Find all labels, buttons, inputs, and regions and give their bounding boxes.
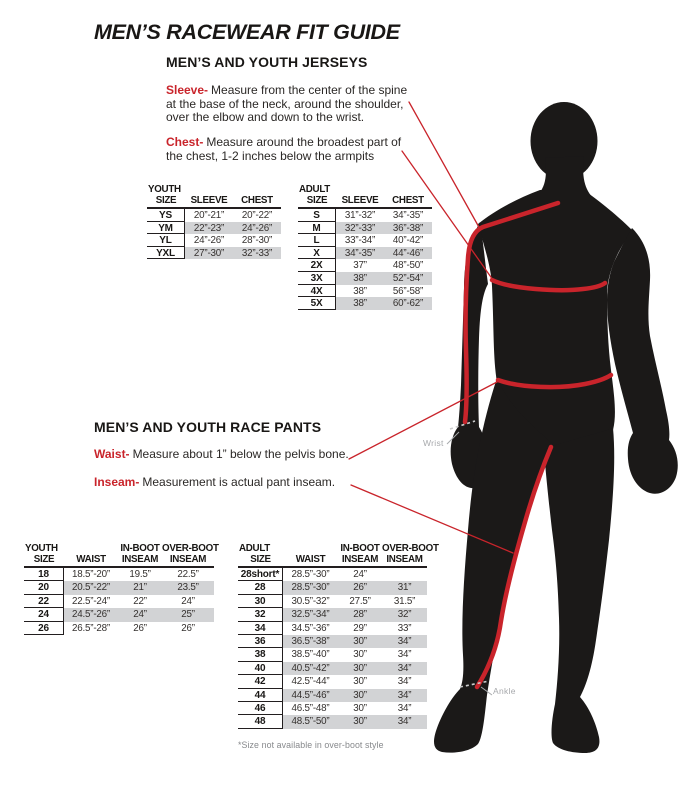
table-row [238, 554, 427, 568]
table-cell: 26” [338, 581, 382, 594]
inseam-term: Inseam- [94, 475, 140, 489]
table-cell: 44”-46” [384, 247, 432, 260]
table-cell: 46.5”-48” [291, 702, 330, 714]
table-cell: 30” [353, 676, 367, 688]
table-row [147, 209, 281, 222]
size-cell: 3X [298, 272, 336, 285]
table-row [238, 702, 427, 715]
table-cell: 20”-21” [193, 210, 225, 221]
table-cell: 32” [382, 608, 427, 621]
table-header-cell: SIZE [306, 195, 328, 206]
table-row [24, 608, 214, 621]
table-cell: 31” [382, 581, 427, 594]
table-cell: 31”-32” [344, 210, 376, 221]
table-row [238, 662, 427, 675]
sleeve-text: Measure from the center of the spine at the base of the neck, around the shoulder, over the elbow and down to the wrist. [166, 83, 408, 125]
table-cell: 30” [353, 702, 367, 714]
table-cell: 52”-54” [384, 272, 432, 285]
table-header-cell: INSEAM [386, 554, 423, 565]
table-cell: 25” [162, 608, 214, 621]
table-header-cell: SIZE [33, 554, 55, 565]
right-arm-shape [607, 228, 678, 494]
table-cell: 36.5”-38” [283, 635, 338, 648]
wrist-label: Wrist [423, 438, 444, 448]
table-cell: 24”-26” [193, 235, 225, 247]
right-leg-shape [544, 428, 614, 753]
table-cell: 22”-23” [185, 222, 233, 235]
size-cell: 30 [238, 595, 283, 608]
table-header-cell: INSEAM [169, 554, 207, 565]
table-cell: 30.5”-32” [291, 595, 330, 607]
table-row [298, 297, 432, 310]
table-row [238, 568, 427, 581]
table-row [238, 622, 427, 635]
table-row [238, 581, 427, 594]
table-cell: 20”-22” [241, 210, 273, 221]
size-cell: 26 [24, 622, 64, 635]
table-row [298, 259, 432, 272]
table-cell: 31.5” [393, 595, 416, 607]
table-cell: 34” [382, 689, 427, 702]
size-cell: 28short* [238, 568, 283, 581]
inseam-definition [94, 476, 394, 490]
waist-text: Measure about 1” below the pelvis bone. [132, 447, 349, 461]
size-cell: 20 [24, 581, 64, 594]
table-header-cell: YOUTH [25, 543, 58, 554]
size-cell: YM [147, 222, 185, 235]
size-cell: 4X [298, 285, 336, 298]
table-row [24, 595, 214, 608]
table-row [298, 272, 432, 285]
table-row [238, 648, 427, 661]
table-row [298, 209, 432, 222]
footnote: *Size not available in over-boot style [238, 740, 384, 750]
size-cell: YXL [147, 247, 185, 260]
chest-text: Measure around the broadest part of the chest, 1-2 inches below the armpits [166, 135, 402, 163]
table-cell: 28”-30” [241, 235, 273, 247]
table-cell: 48”-50” [392, 260, 424, 272]
table-cell: 24.5”-26” [64, 608, 118, 621]
table-header-cell: IN-BOOT [340, 543, 380, 554]
table-cell: 22.5” [177, 569, 199, 580]
table-cell: 20.5”-22” [64, 581, 118, 594]
size-cell: 2X [298, 259, 336, 272]
table-cell: 26.5”-28” [72, 622, 110, 634]
table-header-cell [64, 543, 118, 554]
table-row [298, 285, 432, 298]
table-cell: 27.5” [349, 595, 371, 607]
table-cell: 56”-58” [392, 285, 424, 297]
table-cell: 29” [353, 622, 367, 634]
table-row [298, 184, 432, 195]
table-header-cell: OVER-BOOT [162, 543, 219, 554]
size-cell: 32 [238, 608, 283, 621]
size-cell: M [298, 222, 336, 235]
body-silhouette [434, 102, 678, 753]
table-cell: 22” [133, 595, 147, 607]
table-header-cell: ADULT [299, 184, 330, 195]
table-header-cell: OVER-BOOT [382, 543, 439, 554]
table-cell: 30” [353, 649, 367, 661]
table-cell: 24” [181, 595, 195, 607]
table-cell: 30” [338, 662, 382, 675]
table-cell: 26” [133, 622, 147, 634]
table-row [147, 234, 281, 247]
table-row [298, 247, 432, 260]
ankle-label: Ankle [493, 686, 516, 696]
table-header-cell [233, 184, 281, 195]
adult-pants-size-table [238, 543, 439, 729]
pants-section-heading: MEN’S AND YOUTH RACE PANTS [94, 419, 322, 435]
size-cell: 18 [24, 568, 64, 581]
table-row [147, 222, 281, 235]
table-header-cell: CHEST [241, 195, 273, 206]
size-cell: 42 [238, 675, 283, 688]
table-cell: 30” [338, 689, 382, 702]
table-header-cell: IN-BOOT [120, 543, 160, 554]
table-cell: 33” [397, 622, 412, 634]
table-header-cell [384, 184, 432, 195]
table-cell: 21” [118, 581, 162, 594]
jerseys-section-heading: MEN’S AND YOUTH JERSEYS [166, 54, 368, 70]
table-cell: 34” [382, 715, 427, 728]
sleeve-term: Sleeve- [166, 83, 209, 97]
table-header-cell: INSEAM [341, 554, 379, 565]
table-header-cell [283, 543, 338, 554]
table-row [238, 715, 427, 728]
table-row [238, 675, 427, 688]
table-cell: 33”-34” [344, 235, 376, 247]
table-cell: 22.5”-24” [72, 595, 110, 607]
table-cell: 34” [397, 676, 412, 688]
table-row [238, 595, 427, 608]
table-header-cell: SLEEVE [341, 195, 379, 206]
chest-term: Chest- [166, 135, 204, 149]
size-cell: 34 [238, 622, 283, 635]
table-cell: 40.5”-42” [283, 662, 338, 675]
size-cell: 48 [238, 715, 283, 728]
size-cell: 38 [238, 648, 283, 661]
table-cell: 44.5”-46” [283, 689, 338, 702]
size-cell: 24 [24, 608, 64, 621]
size-cell: YS [147, 209, 185, 222]
table-cell: 38” [336, 297, 384, 310]
table-row [298, 234, 432, 247]
table-cell: 36”-38” [384, 222, 432, 235]
table-cell: 24” [353, 569, 367, 580]
table-header-cell: SLEEVE [190, 195, 228, 206]
table-cell: 34” [382, 635, 427, 648]
size-cell: 44 [238, 689, 283, 702]
table-row [24, 581, 214, 594]
adult-jersey-size-table [298, 184, 432, 310]
table-row [24, 622, 214, 635]
table-header-cell [336, 184, 384, 195]
size-cell: 22 [24, 595, 64, 608]
table-header-cell: SIZE [250, 554, 271, 565]
youth-pants-size-table [24, 543, 219, 635]
table-cell: 19.5” [129, 569, 151, 580]
table-header-cell [185, 184, 233, 195]
table-cell: 37” [353, 260, 367, 272]
table-row [238, 635, 427, 648]
size-cell: 40 [238, 662, 283, 675]
table-cell: 34”-35” [336, 247, 384, 260]
table-cell: 23.5” [162, 581, 214, 594]
table-cell: 28.5”-30” [283, 581, 338, 594]
size-cell: 46 [238, 702, 283, 715]
table-cell: 27”-30” [185, 247, 233, 260]
table-cell: 28” [338, 608, 382, 621]
table-cell: 34”-35” [392, 210, 424, 221]
table-row [147, 195, 281, 209]
size-cell: 28 [238, 581, 283, 594]
table-cell: 32”-33” [233, 247, 281, 260]
table-header-cell: WAIST [76, 554, 106, 565]
table-row [298, 222, 432, 235]
page-title: MEN’S RACEWEAR FIT GUIDE [94, 20, 400, 44]
table-cell: 34” [382, 662, 427, 675]
size-cell: YL [147, 234, 185, 247]
table-row [24, 554, 214, 568]
table-row [147, 247, 281, 260]
table-cell: 24”-26” [233, 222, 281, 235]
table-cell: 24” [118, 608, 162, 621]
table-cell: 32.5”-34” [283, 608, 338, 621]
chest-definition [166, 136, 406, 163]
size-cell: L [298, 234, 336, 247]
table-row [238, 689, 427, 702]
table-row [24, 568, 214, 581]
size-cell: X [298, 247, 336, 260]
size-cell: 36 [238, 635, 283, 648]
waist-term: Waist- [94, 447, 130, 461]
table-row [238, 543, 439, 554]
table-cell: 32”-33” [336, 222, 384, 235]
table-cell: 38” [353, 285, 367, 297]
table-cell: 60”-62” [384, 297, 432, 310]
table-cell: 26” [181, 622, 195, 634]
table-cell: 18.5”-20” [72, 569, 110, 580]
table-row [238, 608, 427, 621]
table-cell: 30” [338, 715, 382, 728]
size-cell: 5X [298, 297, 336, 310]
table-cell: 38.5”-40” [291, 649, 330, 661]
table-header-cell: CHEST [392, 195, 424, 206]
left-leg-shape [434, 378, 553, 753]
table-cell: 48.5”-50” [283, 715, 338, 728]
table-header-cell: ADULT [239, 543, 270, 554]
table-row [24, 543, 219, 554]
table-cell [382, 568, 427, 581]
table-cell: 34.5”-36” [291, 622, 330, 634]
size-cell: S [298, 209, 336, 222]
table-header-cell: YOUTH [148, 184, 181, 195]
sleeve-definition [166, 84, 418, 125]
table-cell: 40”-42” [392, 235, 424, 247]
table-header-cell: SIZE [155, 195, 177, 206]
table-header-cell: WAIST [295, 554, 326, 565]
table-cell: 38” [336, 272, 384, 285]
waist-definition [94, 448, 394, 462]
table-row [147, 184, 281, 195]
table-header-cell: INSEAM [121, 554, 159, 565]
inseam-text: Measurement is actual pant inseam. [142, 475, 336, 489]
table-cell: 34” [397, 702, 412, 714]
youth-jersey-size-table [147, 184, 281, 259]
table-cell: 34” [397, 649, 412, 661]
table-cell: 28.5”-30” [291, 569, 330, 580]
table-cell: 30” [338, 635, 382, 648]
table-cell: 42.5”-44” [291, 676, 330, 688]
table-row [298, 195, 432, 209]
